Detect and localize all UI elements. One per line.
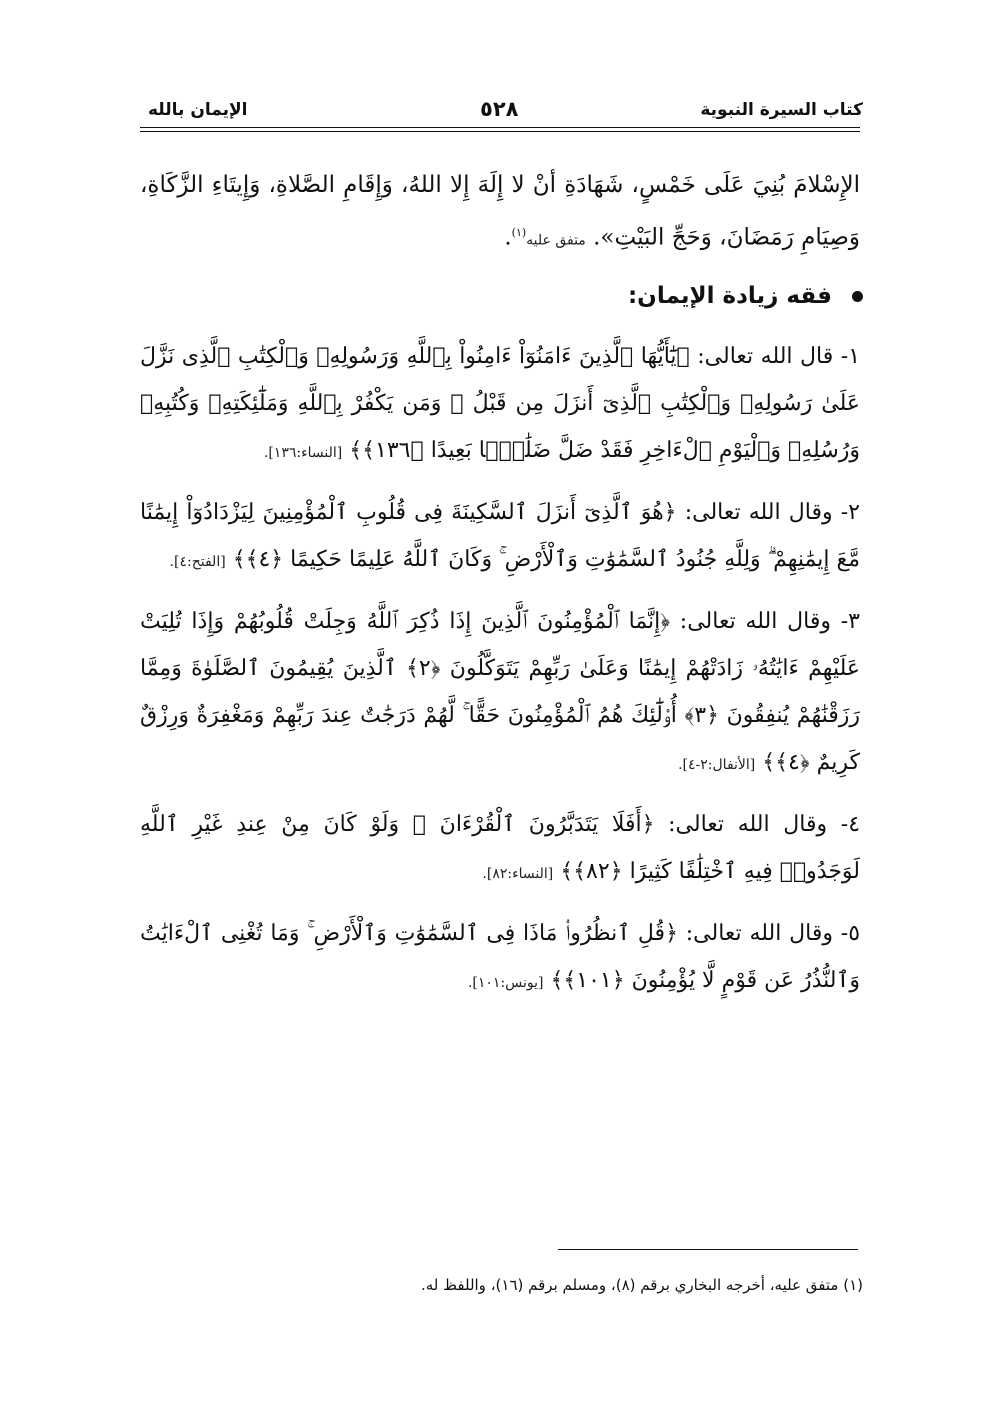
list-item	[140, 910, 860, 1007]
item-lead: ١- قال الله تعالى:	[697, 344, 861, 369]
quran-verse: ﴿قُلِ ٱنظُرُوا۟ مَاذَا فِى ٱلسَّمَٰوَٰتِ وَٱلْأَرْضِ ۚ وَمَا تُغْنِى ٱلْءَايَٰتُ وَٱلنُّذُرُ عَن قَوْمٍ لَّا يُؤْمِنُونَ ﴿١٠١﴾﴾	[140, 921, 860, 993]
running-header-book-title: كتاب السيرة النبوية	[700, 100, 863, 120]
bullet-icon	[852, 291, 863, 302]
list-item	[140, 801, 860, 898]
running-header-chapter-title: الإيمان بالله	[148, 100, 248, 120]
quran-verse: ﴿هُوَ ٱلَّذِىٓ أَنزَلَ ٱلسَّكِينَةَ فِى قُلُوبِ ٱلْمُؤْمِنِينَ لِيَزْدَادُوٓاْ إِيمَٰنًا مَّعَ إِيمَٰنِهِمْ ۗ وَلِلَّهِ جُنُودُ ٱلسَّمَٰوَٰتِ وَٱلْأَرْضِ ۚ وَكَانَ ٱللَّهُ عَلِيمًا حَكِيمًا ﴿٤﴾﴾	[140, 500, 860, 572]
item-lead: ٤- وقال الله تعالى:	[668, 812, 861, 837]
verse-list	[140, 333, 860, 1019]
verse-source: [الفتح:٤].	[169, 554, 226, 570]
quran-verse: ﴿إِنَّمَا ٱلْمُؤْمِنُونَ ٱلَّذِينَ إِذَا ذُكِرَ ٱللَّهُ وَجِلَتْ قُلُوبُهُمْ وَإِذَا تُلِيَتْ عَلَيْهِمْ ءَايَٰتُهُۥ زَادَتْهُمْ إِيمَٰنًا وَعَلَىٰ رَبِّهِمْ يَتَوَكَّلُونَ ﴿٢﴾ ٱلَّذِينَ يُقِيمُونَ ٱلصَّلَوٰةَ وَمِمَّا رَزَقْنَٰهُمْ يُنفِقُونَ ﴿٣﴾ أُو۟لَٰٓئِكَ هُمُ ٱلْمُؤْمِنُونَ حَقًّا ۚ لَّهُمْ دَرَجَٰتٌ عِندَ رَبِّهِمْ وَمَغْفِرَةٌ وَرِزْقٌ كَرِيمٌ ﴿٤﴾﴾	[140, 609, 860, 775]
verse-source: [النساء:٨٢].	[482, 866, 554, 882]
header-rule-thin	[140, 131, 860, 132]
verse-source: [النساء:١٣٦].	[263, 445, 343, 461]
verse-source: [الأنفال:٢-٤].	[678, 757, 756, 773]
list-item	[140, 489, 860, 586]
section-heading-text: فقه زيادة الإيمان:	[627, 283, 832, 309]
list-item	[140, 333, 860, 477]
list-item	[140, 598, 860, 789]
intro-source: متفق عليه	[526, 232, 586, 249]
item-lead: ٥- وقال الله تعالى:	[685, 921, 861, 946]
footnote-reference[interactable]: (١)	[511, 226, 527, 239]
footnote: (١) متفق عليه، أخرجه البخاري برقم (٨)، ومسلم برقم (١٦)، واللفظ له.	[421, 1276, 863, 1294]
item-lead: ٣- وقال الله تعالى:	[679, 609, 860, 634]
footnote-separator	[558, 1249, 858, 1250]
intro-paragraph	[140, 162, 860, 265]
page-number: ٥٢٨	[480, 97, 519, 121]
intro-text: الإِسْلامَ بُنِيَ عَلَى خَمْسٍ، شَهَادَةِ أنْ لا إِلَهَ إِلا اللهُ، وَإِقَامِ الصَّلاةِ، وَإِيتَاءِ الزَّكَاةِ، وَصِيَامِ رَمَضَانَ، وَحَجِّ البَيْتِ».	[140, 172, 860, 251]
item-lead: ٢- وقال الله تعالى:	[684, 500, 860, 525]
quran-verse: ﴿يَٰٓأَيُّهَا ٱلَّذِينَ ءَامَنُوٓاْ ءَامِنُواْ بِٱللَّهِ وَرَسُولِهِۦ وَٱلْكِتَٰبِ ٱلَّذِى نَزَّلَ عَلَىٰ رَسُولِهِۦ وَٱلْكِتَٰبِ ٱلَّذِىٓ أَنزَلَ مِن قَبْلُ ۚ وَمَن يَكْفُرْ بِٱللَّهِ وَمَلَٰٓئِكَتِهِۦ وَكُتُبِهِۦ وَرُسُلِهِۦ وَٱلْيَوْمِ ٱلْءَاخِرِ فَقَدْ ضَلَّ ضَلَٰلًۢا بَعِيدًا ﴿١٣٦﴾﴾	[140, 344, 860, 463]
quran-verse: ﴿أَفَلَا يَتَدَبَّرُونَ ٱلْقُرْءَانَ ۚ وَلَوْ كَانَ مِنْ عِندِ غَيْرِ ٱللَّهِ لَوَجَدُوا۟ فِيهِ ٱخْتِلَٰفًا كَثِيرًا ﴿٨٢﴾﴾	[140, 812, 860, 884]
header-rule	[140, 127, 860, 128]
intro-end: .	[504, 224, 512, 251]
verse-source: [يونس:١٠١].	[467, 975, 544, 991]
section-heading	[628, 283, 863, 309]
